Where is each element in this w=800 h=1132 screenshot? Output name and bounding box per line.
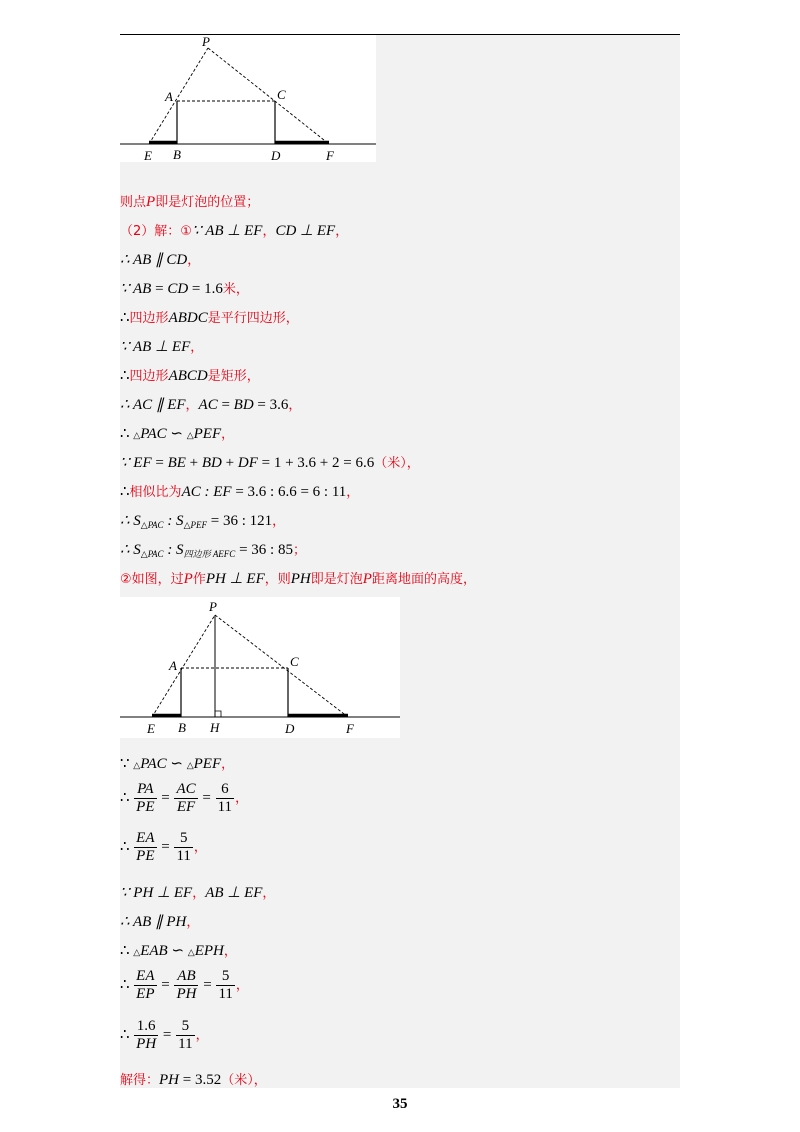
line-6: ∵ AB ⊥ EF， <box>120 339 204 355</box>
label-E: E <box>147 721 155 736</box>
fraction: $\frac{EA}{PE}$ <box>136 830 155 864</box>
line-22: ∴ $\frac{1.6}{PH}$ = $\frac{5}{11}$ ， <box>120 1018 209 1052</box>
fraction: $\frac{5}{11}$ <box>178 1018 193 1052</box>
line-14: ②如图，过P作PH ⊥ EF，则PH即是灯泡P距离地面的高度， <box>120 571 476 587</box>
label-A: A <box>169 658 177 673</box>
line-11: ∴相似比为AC : EF = 3.6 : 6.6 = 6 : 11， <box>120 484 360 500</box>
dashed-EP <box>152 615 215 717</box>
figure-2 <box>120 597 400 738</box>
dashed-PF <box>215 615 348 717</box>
line-8: ∴ AC ∥ EF，AC = BD = 3.6， <box>120 397 302 413</box>
figure-1 <box>120 35 376 162</box>
label-F: F <box>326 148 334 162</box>
solution-content <box>120 35 680 1088</box>
label-A: A <box>165 89 173 104</box>
line-17: ∴ $\frac{EA}{PE}$ = $\frac{5}{11}$ ， <box>120 830 207 864</box>
line-4: ∵ AB = CD = 1.6米， <box>120 281 249 297</box>
label-F: F <box>346 721 354 736</box>
line-1: 则点P即是灯泡的位置； <box>120 194 260 210</box>
line-2: （2）解：①∵ AB ⊥ EF，CD ⊥ EF， <box>120 223 349 239</box>
label-P: P <box>209 599 217 614</box>
label-B: B <box>173 147 181 162</box>
line-10: ∵ EF = BE + BD + DF = 1 + 3.6 + 2 = 6.6（米）， <box>120 455 420 471</box>
fraction: $\frac{AB}{PH}$ <box>176 968 197 1002</box>
fraction: $\frac{EA}{EP}$ <box>136 968 155 1002</box>
line-16: ∴ $\frac{PA}{PE}$ = $\frac{AC}{EF}$ = $\frac{6}{11}$ ， <box>120 781 249 815</box>
fraction: $\frac{AC}{EF}$ <box>176 781 196 815</box>
fraction: $\frac{1.6}{PH}$ <box>136 1018 157 1052</box>
fraction: $\frac{PA}{PE}$ <box>136 781 155 815</box>
line-13: ∴ $S_{\triangle PAC}$ : $S_{四边形 AEFC} = 36$ : 85； <box>120 542 306 559</box>
figure-1-diagram <box>120 35 376 162</box>
page-number: 35 <box>392 1096 408 1112</box>
line-21: ∴ $\frac{EA}{EP}$ = $\frac{AB}{PH}$ = $\frac{5}{11}$ ， <box>120 968 249 1002</box>
label-B: B <box>178 720 186 735</box>
line-12: ∴ $S_{\triangle PAC}$ : $S_{\triangle PEF} = 36$ : 121， <box>120 513 286 530</box>
fraction: $\frac{5}{11}$ <box>218 968 233 1002</box>
line-20: ∴ △EAB ∽ △EPH， <box>120 943 237 959</box>
label-C: C <box>290 654 299 669</box>
line-9: ∴ △PAC ∽ △PEF， <box>120 426 235 442</box>
label-D: D <box>271 148 281 162</box>
line-7: ∴四边形ABCD是矩形， <box>120 368 260 384</box>
fraction: $\frac{5}{11}$ <box>176 830 191 864</box>
line-5: ∴四边形ABDC是平行四边形， <box>120 310 299 326</box>
figure-2-diagram <box>120 597 400 738</box>
dashed-EP <box>149 48 208 144</box>
dashed-PF <box>208 48 329 144</box>
label-H: H <box>210 720 220 735</box>
line-19: ∴ AB ∥ PH， <box>120 914 200 930</box>
label-D: D <box>285 721 295 736</box>
line-3: ∴ AB ∥ CD， <box>120 252 201 268</box>
fraction: $\frac{6}{11}$ <box>217 781 233 815</box>
line-15: ∵ △PAC ∽ △PEF， <box>120 756 235 772</box>
label-P: P <box>202 35 210 49</box>
label-C: C <box>277 87 286 102</box>
label-E: E <box>144 148 152 162</box>
line-23: 解得：PH = 3.52（米）， <box>120 1072 267 1088</box>
line-18: ∵ PH ⊥ EF，AB ⊥ EF， <box>120 885 276 901</box>
right-angle-mark <box>215 711 221 717</box>
